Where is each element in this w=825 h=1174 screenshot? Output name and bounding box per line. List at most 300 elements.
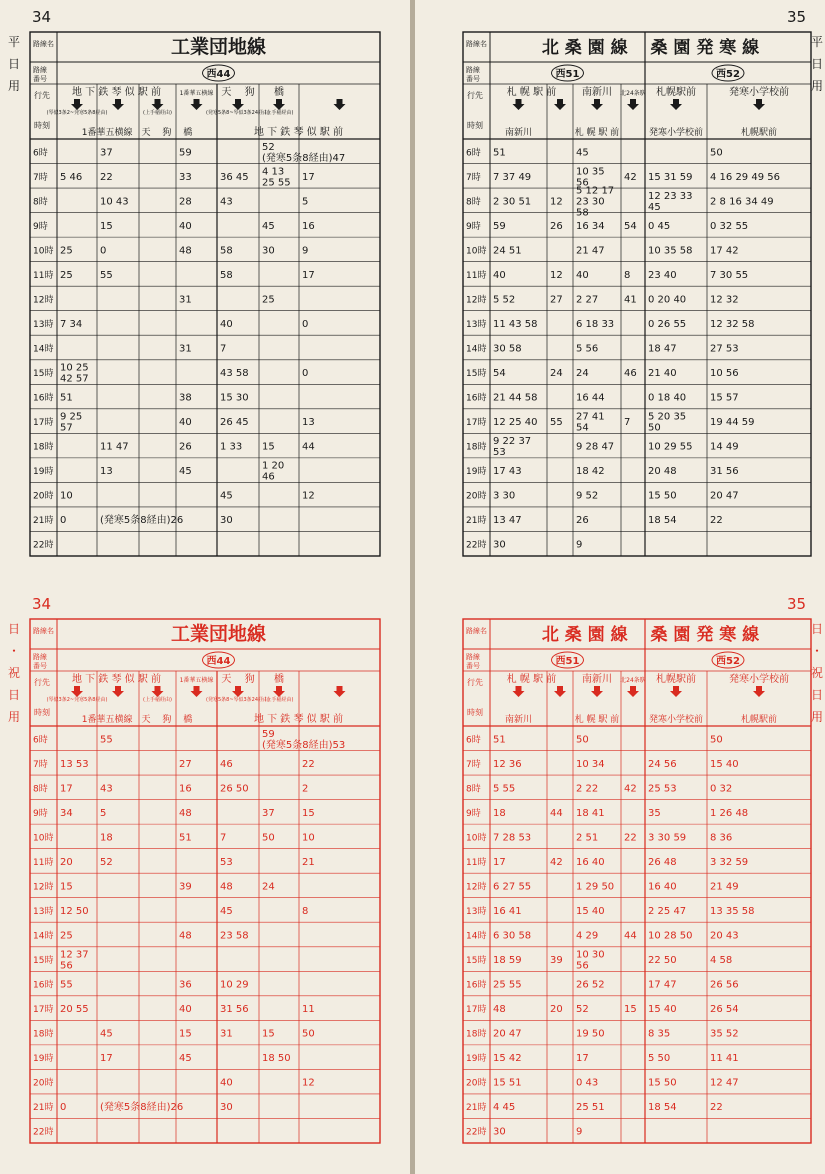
departure-minutes: 7 28 53	[493, 832, 532, 844]
direction-arrow-icon	[591, 686, 603, 697]
departure-minutes: 15 31 59	[648, 171, 693, 183]
sub-destination: 南新川	[504, 715, 533, 725]
departure-minutes: 43 58	[220, 368, 249, 380]
departure-minutes: 50	[302, 1028, 315, 1040]
departure-minutes: 25 51	[576, 1102, 605, 1114]
weekday-timetable-kitasoen	[415, 0, 825, 587]
page-number: 35	[787, 8, 807, 26]
day-type-label: ・	[7, 644, 21, 658]
departure-minutes: 15	[302, 807, 315, 819]
departure-minutes: 52	[100, 856, 113, 868]
page-number: 34	[32, 8, 52, 26]
hour-cell: 21時	[33, 1103, 54, 1114]
hour-cell: 13時	[33, 906, 54, 917]
departure-minutes: 18 41	[576, 807, 605, 819]
departure-minutes: 21 44 58	[493, 392, 538, 404]
departure-minutes: 17	[576, 1053, 589, 1065]
departure-minutes: 42	[624, 783, 637, 795]
departure-minutes: 35 52	[710, 1028, 739, 1040]
day-type-label: 日	[810, 57, 824, 71]
holiday-page-35	[415, 587, 825, 1174]
destination-name: 北24条駅	[620, 677, 646, 684]
departure-minutes: 5 52	[493, 294, 516, 306]
hour-cell: 14時	[466, 931, 487, 942]
hour-cell: 22時	[466, 540, 487, 551]
departure-minutes: 40	[220, 1077, 233, 1089]
route-number-text: 西44	[206, 69, 231, 80]
route-number-text: 西52	[716, 656, 740, 667]
departure-minutes: 55	[550, 417, 563, 429]
departure-minutes: 0	[60, 515, 67, 527]
route-number-label: 番号	[466, 75, 480, 83]
departure-minutes: 5 46	[60, 171, 83, 183]
departure-minutes: 50	[262, 832, 275, 844]
departure-minutes: 26 52	[576, 979, 605, 991]
holiday-timetable-kitasoen	[415, 587, 825, 1174]
departure-minutes: 55	[60, 979, 73, 991]
departure-minutes: 10 29 55	[648, 441, 693, 453]
day-type-label: 用	[7, 710, 21, 724]
sub-destination: 発寒小学校前	[648, 715, 704, 725]
departure-minutes: 16 40	[648, 881, 677, 893]
departure-minutes: 9	[302, 245, 309, 257]
page-number: 34	[32, 595, 52, 613]
departure-minutes: 18 54	[648, 1102, 677, 1114]
holiday-spread	[0, 587, 825, 1174]
destination-name: 地 下 鉄 琴 似 駅 前	[71, 87, 162, 98]
departure-minutes: 26 56	[710, 979, 739, 991]
day-type-label: 平	[810, 35, 824, 49]
departure-minutes: 25	[262, 294, 275, 306]
route-via-note: (琴似3条2~発寒5条8経由)	[46, 110, 108, 116]
departure-minutes: 19 44 59	[710, 417, 755, 429]
hour-cell: 20時	[466, 491, 487, 502]
departure-minutes: 8	[624, 269, 631, 281]
departure-minutes: 17	[60, 783, 73, 795]
departure-minutes: 13 53	[60, 758, 89, 770]
direction-arrow-icon	[273, 99, 285, 110]
sub-destination: 札幌駅前	[740, 715, 778, 725]
hour-cell: 22時	[466, 1127, 487, 1138]
hour-cell: 8時	[466, 197, 481, 208]
direction-arrow-icon	[112, 686, 124, 697]
departure-minutes: 14 49	[710, 441, 739, 453]
hour-cell: 16時	[466, 980, 487, 991]
departure-minutes: 52 (発寒5条8経由)47	[262, 141, 346, 164]
departure-minutes: 18 54	[648, 515, 677, 527]
departure-minutes: 59	[493, 220, 506, 232]
direction-arrow-icon	[71, 686, 83, 697]
departure-minutes: 45	[220, 490, 233, 502]
route-name-label: 路線名	[466, 40, 487, 48]
destination-name: 地 下 鉄 琴 似 駅 前	[71, 674, 162, 685]
day-type-label: 用	[7, 79, 21, 93]
hour-cell: 20時	[33, 1078, 54, 1089]
sub-destination: 札 幌 駅 前	[574, 715, 620, 725]
route-number-text: 西51	[555, 656, 580, 667]
departure-minutes: 51	[60, 392, 73, 404]
departure-minutes: 0 32 55	[710, 220, 749, 232]
sub-destination: 地 下 鉄 琴 似 駅 前	[253, 127, 344, 138]
departure-minutes: 21 40	[648, 368, 677, 380]
hour-cell: 9時	[466, 221, 481, 232]
departure-minutes: 5	[100, 807, 107, 819]
hour-cell: 10時	[466, 833, 487, 844]
departure-minutes: 33	[179, 171, 192, 183]
departure-minutes: 31	[179, 343, 192, 355]
route-number-text: 西52	[716, 69, 740, 80]
departure-minutes: 10 28 50	[648, 930, 693, 942]
departure-minutes: 48	[179, 930, 192, 942]
destination-label: 行先	[467, 678, 483, 687]
departure-minutes: 40	[576, 269, 589, 281]
departure-minutes: 16 40	[576, 856, 605, 868]
departure-minutes: 12	[302, 490, 315, 502]
departure-minutes: 1 20 46	[262, 460, 285, 483]
departure-minutes: 20 55	[60, 1004, 89, 1016]
departure-minutes: 54	[493, 368, 506, 380]
direction-arrow-icon	[513, 99, 525, 110]
departure-minutes: 46	[220, 758, 233, 770]
departure-minutes: 10 25 42 57	[60, 362, 89, 385]
departure-minutes: 39	[179, 881, 192, 893]
direction-arrow-icon	[591, 99, 603, 110]
departure-minutes: 1 33	[220, 441, 243, 453]
departure-minutes: 38	[179, 392, 192, 404]
departure-minutes: 20 48	[648, 466, 677, 478]
hour-cell: 16時	[33, 393, 54, 404]
hour-cell: 12時	[33, 882, 54, 893]
hour-cell: 21時	[33, 516, 54, 527]
hour-cell: 15時	[466, 956, 487, 967]
departure-minutes: 16 34	[576, 220, 605, 232]
departure-minutes: 51	[493, 147, 506, 159]
departure-minutes: 1 26 48	[710, 807, 749, 819]
departure-minutes: 24	[262, 881, 275, 893]
departure-minutes: 17	[100, 1053, 113, 1065]
route-number-label: 路線	[466, 66, 480, 74]
departure-minutes: 21 49	[710, 881, 739, 893]
departure-minutes: 17 42	[710, 245, 739, 257]
departure-minutes: 43	[100, 783, 113, 795]
route-number-label: 番号	[466, 662, 480, 670]
hour-cell: 10時	[33, 833, 54, 844]
departure-minutes: 2 27	[576, 294, 599, 306]
hour-cell: 16時	[33, 980, 54, 991]
route-number-text: 西51	[555, 69, 580, 80]
departure-minutes: 9	[576, 539, 583, 551]
departure-minutes: 20	[550, 1004, 563, 1016]
hour-cell: 14時	[33, 931, 54, 942]
departure-minutes: 10	[302, 832, 315, 844]
departure-minutes: 59 (発寒5条8経由)53	[262, 728, 346, 751]
departure-minutes: 24 51	[493, 245, 522, 257]
departure-minutes: 7 37 49	[493, 171, 532, 183]
departure-minutes: 0 43	[576, 1077, 599, 1089]
hour-label: 時刻	[467, 121, 483, 130]
direction-arrow-icon	[273, 686, 285, 697]
hour-cell: 18時	[466, 1029, 487, 1040]
hour-cell: 11時	[466, 270, 487, 281]
departure-minutes: 16	[302, 220, 315, 232]
departure-minutes: 40	[179, 1004, 192, 1016]
day-type-label: 祝	[810, 666, 824, 680]
departure-minutes: 40	[179, 417, 192, 429]
departure-minutes: 7 30 55	[710, 269, 749, 281]
departure-minutes: (発寒5条8経由)26	[100, 515, 184, 527]
departure-minutes: 51	[179, 832, 192, 844]
departure-minutes: 22	[710, 515, 723, 527]
departure-minutes: 12 23 33 45	[648, 190, 693, 213]
departure-minutes: 43	[220, 196, 233, 208]
route-via-note: (上手稲経由)	[264, 110, 294, 116]
departure-minutes: 51	[493, 734, 506, 746]
sub-destination: 1番華五横線 天 狗 橋	[81, 715, 193, 725]
hour-cell: 7時	[466, 759, 481, 770]
route-via-note: (上手稲経由)	[143, 110, 172, 116]
departure-minutes: 20 47	[493, 1028, 522, 1040]
departure-minutes: 31	[179, 294, 192, 306]
departure-minutes: 50	[576, 734, 589, 746]
direction-arrow-icon	[191, 99, 203, 110]
weekday-page-34	[0, 0, 410, 587]
departure-minutes: 40	[179, 220, 192, 232]
destination-name: 札 幌 駅 前	[506, 87, 557, 98]
departure-minutes: 12 50	[60, 905, 89, 917]
hour-label: 時刻	[467, 708, 483, 717]
departure-minutes: 23 58	[220, 930, 249, 942]
departure-minutes: 21	[302, 856, 315, 868]
holiday-timetable-kogyodanchi	[0, 587, 410, 1174]
destination-name: 1番華五横線	[179, 90, 214, 97]
departure-minutes: 45	[100, 1028, 113, 1040]
hour-cell: 7時	[466, 172, 481, 183]
departure-minutes: 24 56	[648, 758, 677, 770]
departure-minutes: 2 8 16 34 49	[710, 196, 774, 208]
sub-destination: 1番華五横線 天 狗 橋	[81, 128, 193, 138]
hour-cell: 16時	[466, 393, 487, 404]
day-type-label: ・	[810, 644, 824, 658]
direction-arrow-icon	[191, 686, 203, 697]
departure-minutes: 4 45	[493, 1102, 516, 1114]
departure-minutes: 7	[624, 417, 631, 429]
departure-minutes: 10 34	[576, 758, 605, 770]
direction-arrow-icon	[334, 99, 346, 110]
departure-minutes: 13	[302, 417, 315, 429]
departure-minutes: 13 35 58	[710, 905, 755, 917]
departure-minutes: 58	[220, 245, 233, 257]
day-type-label: 祝	[7, 666, 21, 680]
hour-cell: 15時	[33, 369, 54, 380]
departure-minutes: 23 40	[648, 269, 677, 281]
departure-minutes: 48	[220, 881, 233, 893]
departure-minutes: 22	[302, 758, 315, 770]
day-type-label: 日	[7, 57, 21, 71]
departure-minutes: 0 32	[710, 783, 733, 795]
departure-minutes: 0	[302, 368, 309, 380]
hour-cell: 10時	[466, 246, 487, 257]
day-type-label: 用	[810, 710, 824, 724]
departure-minutes: 12 36	[493, 758, 522, 770]
sub-destination: 札 幌 駅 前	[574, 128, 620, 138]
hour-cell: 19時	[466, 467, 487, 478]
hour-cell: 11時	[33, 270, 54, 281]
departure-minutes: 15 51	[493, 1077, 522, 1089]
hour-cell: 12時	[466, 295, 487, 306]
departure-minutes: 2 30 51	[493, 196, 532, 208]
departure-minutes: 48	[179, 807, 192, 819]
sub-destination: 発寒小学校前	[648, 128, 704, 138]
direction-arrow-icon	[670, 99, 682, 110]
departure-minutes: 13	[100, 466, 113, 478]
departure-minutes: 18 47	[648, 343, 677, 355]
departure-minutes: 17	[302, 171, 315, 183]
hour-cell: 15時	[466, 369, 487, 380]
destination-name: 札幌駅前	[656, 674, 696, 685]
departure-minutes: 20 47	[710, 490, 739, 502]
departure-minutes: 15 50	[648, 1077, 677, 1089]
direction-arrow-icon	[71, 99, 83, 110]
departure-minutes: 25 55	[493, 979, 522, 991]
destination-name: 天 狗	[221, 674, 255, 685]
departure-minutes: 26	[550, 220, 563, 232]
departure-minutes: 20 43	[710, 930, 739, 942]
departure-minutes: 11	[302, 1004, 315, 1016]
departure-minutes: 15 30	[220, 392, 249, 404]
departure-minutes: 36 45	[220, 171, 249, 183]
route-title: 工業団地線	[170, 36, 267, 58]
departure-minutes: 11 43 58	[493, 318, 538, 330]
destination-name: 発寒小学校前	[729, 87, 789, 98]
departure-minutes: 11 41	[710, 1053, 739, 1065]
departure-minutes: 26	[576, 515, 589, 527]
route-number-label: 路線	[33, 66, 47, 74]
hour-cell: 13時	[33, 319, 54, 330]
departure-minutes: 39	[550, 955, 563, 967]
route-via-note: (発寒5条8~琴似3条24経由)	[206, 110, 270, 116]
direction-arrow-icon	[112, 99, 124, 110]
departure-minutes: 48	[179, 245, 192, 257]
departure-minutes: 10 30 56	[576, 949, 605, 972]
departure-minutes: 12 47	[710, 1077, 739, 1089]
hour-cell: 19時	[33, 1054, 54, 1065]
departure-minutes: 16 44	[576, 392, 605, 404]
hour-cell: 6時	[33, 735, 48, 746]
route-number-text: 西44	[206, 656, 231, 667]
holiday-page-34	[0, 587, 410, 1174]
hour-cell: 14時	[33, 344, 54, 355]
direction-arrow-icon	[232, 99, 244, 110]
hour-cell: 8時	[466, 784, 481, 795]
departure-minutes: 31 56	[710, 466, 739, 478]
direction-arrow-icon	[152, 99, 164, 110]
departure-minutes: 26	[179, 441, 192, 453]
departure-minutes: 30	[220, 1102, 233, 1114]
hour-cell: 6時	[33, 148, 48, 159]
departure-minutes: 15 40	[648, 1004, 677, 1016]
departure-minutes: 25	[60, 269, 73, 281]
departure-minutes: 31 56	[220, 1004, 249, 1016]
departure-minutes: 12 32 58	[710, 318, 755, 330]
departure-minutes: 17	[302, 269, 315, 281]
departure-minutes: 30	[493, 1126, 506, 1138]
hour-cell: 18時	[33, 1029, 54, 1040]
destination-name: 南新川	[582, 674, 612, 685]
departure-minutes: 16 41	[493, 905, 522, 917]
departure-minutes: 18 50	[262, 1053, 291, 1065]
hour-cell: 22時	[33, 540, 54, 551]
destination-name: 橋	[274, 87, 284, 98]
direction-arrow-icon	[554, 686, 566, 697]
departure-minutes: 18 42	[576, 466, 605, 478]
departure-minutes: 30	[262, 245, 275, 257]
route-number-label: 路線	[466, 653, 480, 661]
hour-cell: 22時	[33, 1127, 54, 1138]
day-type-label: 日	[810, 688, 824, 702]
hour-label: 時刻	[34, 708, 50, 717]
departure-minutes: 15	[262, 441, 275, 453]
route-title: 北 桑 園 線 桑 園 発 寒 線	[541, 625, 760, 645]
hour-cell: 17時	[466, 1005, 487, 1016]
departure-minutes: 27	[550, 294, 563, 306]
departure-minutes: 9 22 37 53	[493, 436, 532, 459]
departure-minutes: 4 16 29 49 56	[710, 171, 780, 183]
hour-cell: 13時	[466, 319, 487, 330]
route-number-label: 路線	[33, 653, 47, 661]
departure-minutes: 15	[100, 220, 113, 232]
departure-minutes: 18	[100, 832, 113, 844]
departure-minutes: 46	[624, 368, 637, 380]
departure-minutes: 0 20 40	[648, 294, 687, 306]
departure-minutes: 12 32	[710, 294, 739, 306]
departure-minutes: 18	[493, 807, 506, 819]
route-number-label: 番号	[33, 662, 47, 670]
hour-cell: 9時	[466, 808, 481, 819]
hour-cell: 12時	[466, 882, 487, 893]
departure-minutes: 9 52	[576, 490, 599, 502]
direction-arrow-icon	[627, 686, 639, 697]
departure-minutes: 42	[624, 171, 637, 183]
hour-cell: 14時	[466, 344, 487, 355]
departure-minutes: 25 53	[648, 783, 677, 795]
hour-cell: 6時	[466, 148, 481, 159]
departure-minutes: 0	[100, 245, 107, 257]
direction-arrow-icon	[232, 686, 244, 697]
hour-cell: 6時	[466, 735, 481, 746]
destination-label: 行先	[34, 91, 50, 100]
hour-cell: 19時	[33, 467, 54, 478]
departure-minutes: (発寒5条8経由)26	[100, 1102, 184, 1114]
route-name-label: 路線名	[466, 627, 487, 635]
departure-minutes: 5 56	[576, 343, 599, 355]
weekday-timetable-kogyodanchi	[0, 0, 410, 587]
departure-minutes: 26 50	[220, 783, 249, 795]
departure-minutes: 4 58	[710, 955, 733, 967]
departure-minutes: 58	[220, 269, 233, 281]
departure-minutes: 10	[60, 490, 73, 502]
departure-minutes: 34	[60, 807, 73, 819]
departure-minutes: 45	[576, 147, 589, 159]
departure-minutes: 17	[493, 856, 506, 868]
destination-name: 北24条駅	[620, 90, 646, 97]
departure-minutes: 3 32 59	[710, 856, 749, 868]
departure-minutes: 42	[550, 856, 563, 868]
route-name-label: 路線名	[33, 40, 54, 48]
departure-minutes: 6 30 58	[493, 930, 532, 942]
departure-minutes: 48	[493, 1004, 506, 1016]
departure-minutes: 8	[302, 905, 309, 917]
departure-minutes: 15 42	[493, 1053, 522, 1065]
